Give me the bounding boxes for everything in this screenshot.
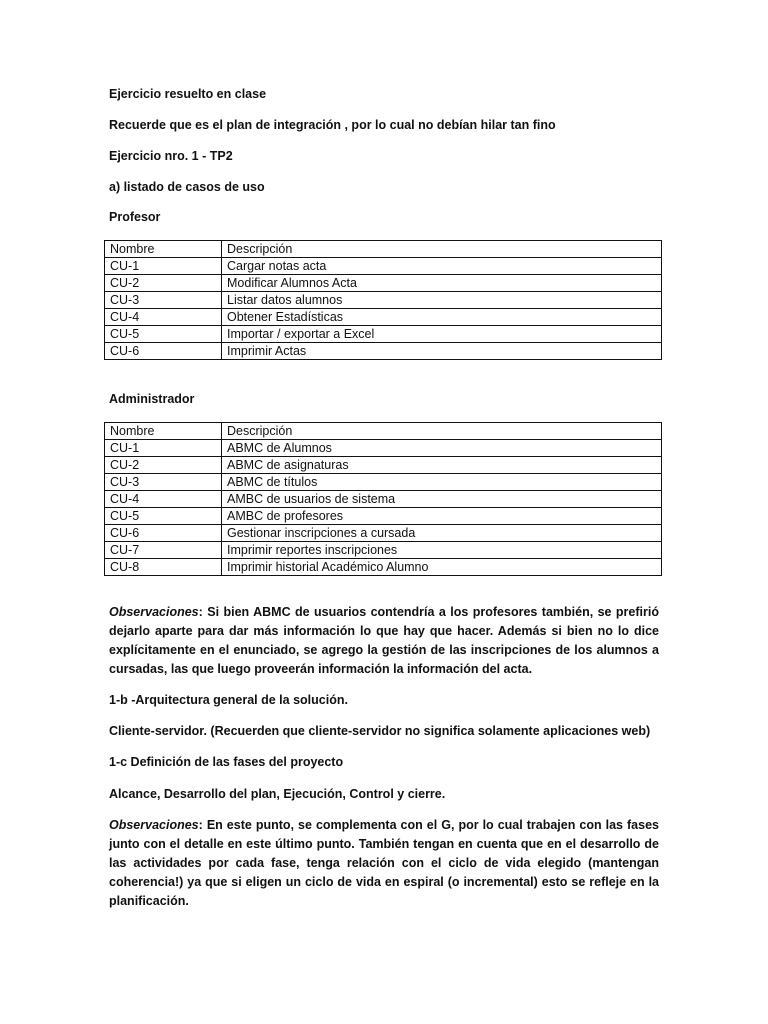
cell-descripcion: Imprimir historial Académico Alumno [222,559,662,576]
profesor-title: Profesor [109,210,161,224]
cell-nombre: CU-3 [105,474,222,491]
cell-nombre: CU-6 [105,525,222,542]
table-row [105,275,662,292]
cell-nombre: CU-7 [105,542,222,559]
cell-descripcion: Modificar Alumnos Acta [222,275,662,292]
note-plan: Recuerde que es el plan de integración , por lo cual no debían hilar tan fino [109,118,556,132]
section-1b: 1-b -Arquitectura general de la solución. [109,693,348,707]
cell-descripcion: AMBC de profesores [222,508,662,525]
table-row [105,326,662,343]
cell-descripcion: ABMC de asignaturas [222,457,662,474]
observations-paragraph-1 [109,603,659,679]
cell-descripcion: Gestionar inscripciones a cursada [222,525,662,542]
observations-text: : En este punto, se complementa con el G, por lo cual trabajen con las fases junto con el detalle en este último punto. También tengan en cuenta que en el desarrollo de las actividades por cada fase, tenga relación con el ciclo de vida elegido (mantengan coherencia!) ya que si eligen un ciclo de vida en espiral (o incremental) esto se refleje en la planificación. [109,818,659,908]
cell-nombre: CU-2 [105,457,222,474]
observations-label: Observaciones [109,818,199,832]
cell-nombre: CU-6 [105,343,222,360]
table-row [105,525,662,542]
header-nombre: Nombre [105,241,222,258]
administrador-table [104,422,662,576]
table-row [105,559,662,576]
cell-descripcion: ABMC de Alumnos [222,440,662,457]
table-row [105,309,662,326]
table-row [105,508,662,525]
profesor-table [104,240,662,360]
header-nombre: Nombre [105,423,222,440]
observations-paragraph-2 [109,816,659,911]
heading-solved: Ejercicio resuelto en clase [109,87,267,101]
cell-descripcion: Listar datos alumnos [222,292,662,309]
table-header-row [105,241,662,258]
header-descripcion: Descripción [222,423,662,440]
section-1c: 1-c Definición de las fases del proyecto [109,755,344,769]
cell-nombre: CU-5 [105,508,222,525]
table-row [105,474,662,491]
administrador-title: Administrador [109,392,195,406]
table-row [105,343,662,360]
cell-nombre: CU-2 [105,275,222,292]
table-row [105,292,662,309]
cell-descripcion: Importar / exportar a Excel [222,326,662,343]
phases-text: Alcance, Desarrollo del plan, Ejecución, Control y cierre. [109,787,446,801]
observations-label: Observaciones [109,605,199,619]
cell-nombre: CU-4 [105,491,222,508]
header-descripcion: Descripción [222,241,662,258]
table-row [105,440,662,457]
table-header-row [105,423,662,440]
exercise-title: Ejercicio nro. 1 - TP2 [109,149,233,163]
table-row [105,457,662,474]
cell-descripcion: ABMC de títulos [222,474,662,491]
cell-descripcion: Obtener Estadísticas [222,309,662,326]
table-row [105,258,662,275]
table-row [105,542,662,559]
cell-nombre: CU-8 [105,559,222,576]
cell-nombre: CU-4 [105,309,222,326]
cell-nombre: CU-1 [105,440,222,457]
cell-nombre: CU-1 [105,258,222,275]
cell-descripcion: AMBC de usuarios de sistema [222,491,662,508]
cell-descripcion: Cargar notas acta [222,258,662,275]
observations-text: : Si bien ABMC de usuarios contendría a los profesores también, se prefirió dejarlo aparte para dar más información lo que hay que hacer. Además si bien no lo dice explícitamente en el enunciado, se agrego la gestión de las inscripciones de los alumnos a cursadas, las que luego proveerán información la información del acta. [109,605,659,676]
architecture-text: Cliente-servidor. (Recuerden que cliente-servidor no significa solamente aplicaciones web) [109,724,651,738]
cell-descripcion: Imprimir Actas [222,343,662,360]
cell-nombre: CU-3 [105,292,222,309]
section-a: a) listado de casos de uso [109,180,265,194]
table-row [105,491,662,508]
cell-nombre: CU-5 [105,326,222,343]
cell-descripcion: Imprimir reportes inscripciones [222,542,662,559]
